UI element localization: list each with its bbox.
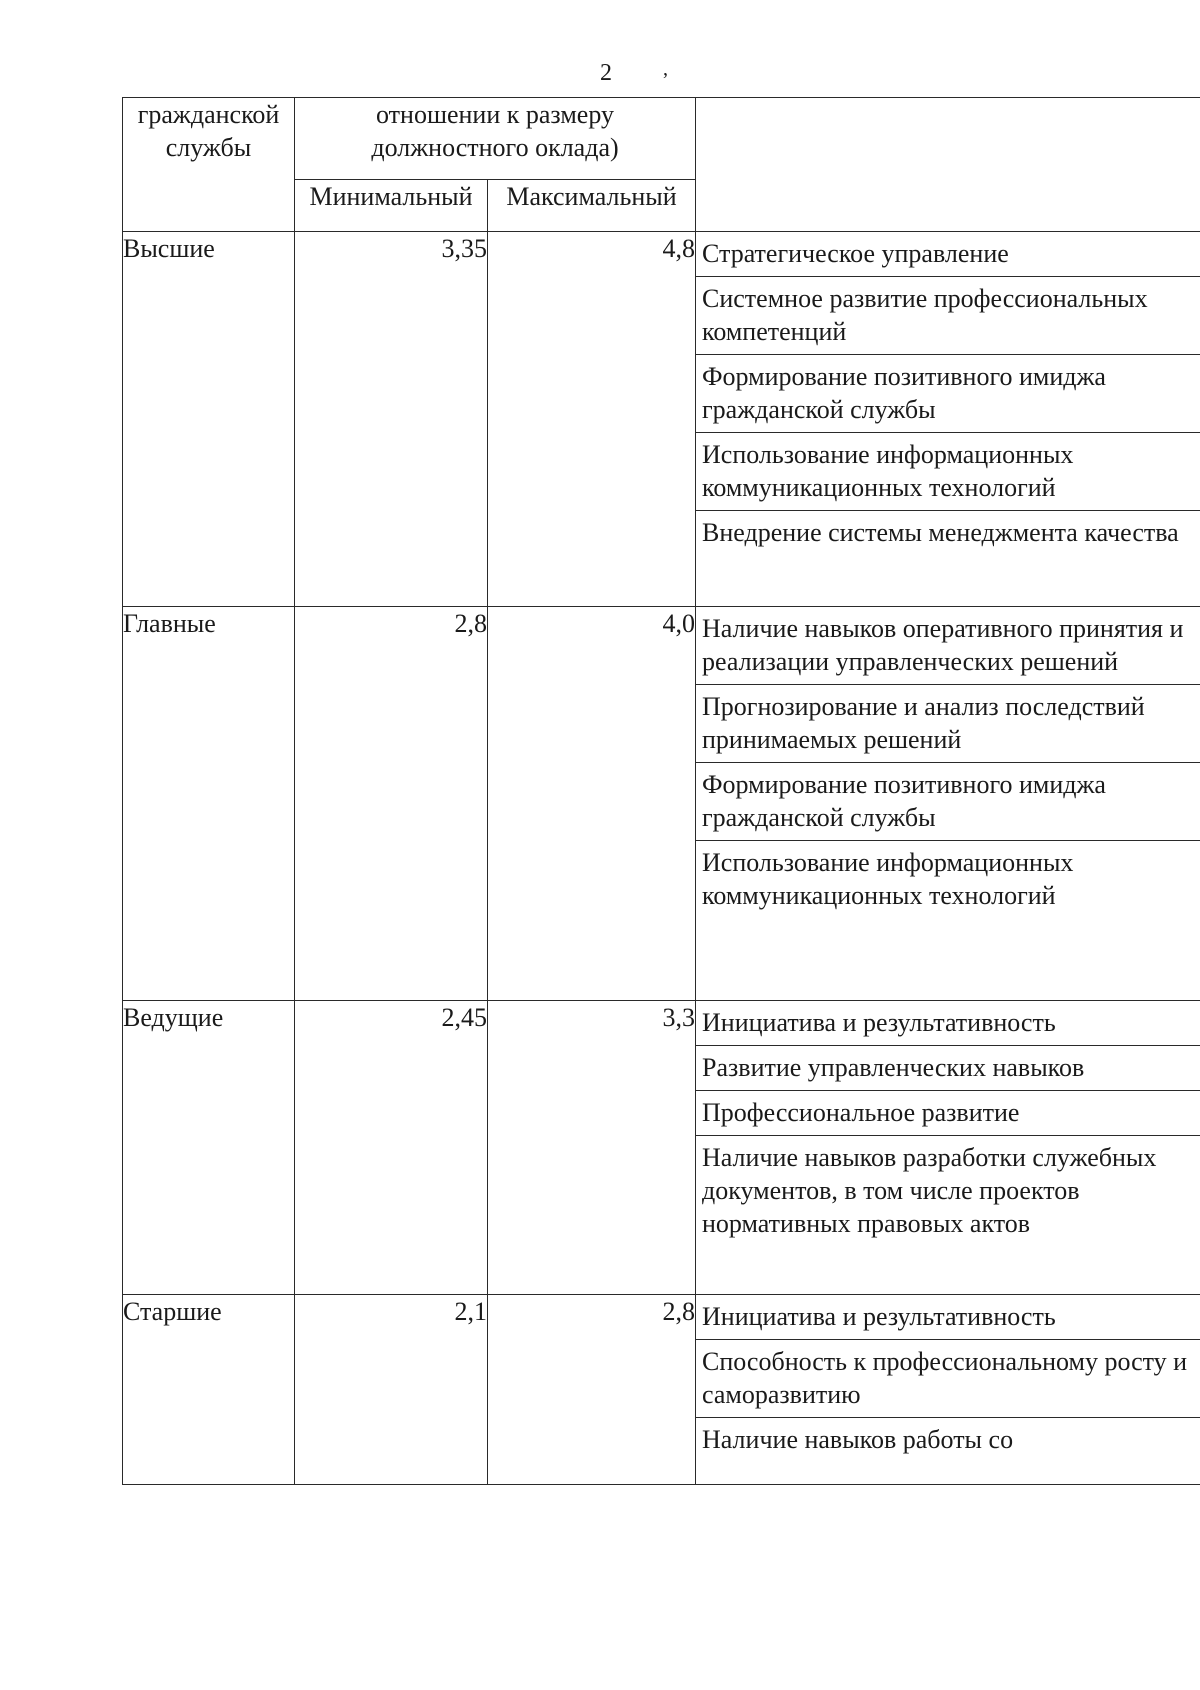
- indicator-item: Наличие навыков работы со: [696, 1417, 1200, 1462]
- indicator-item: Инициатива и результативность: [702, 1302, 1056, 1331]
- indicator-item: Формирование позитивного имиджа гражданской службы: [696, 354, 1200, 432]
- table-row: [123, 607, 1200, 1001]
- table-row: [123, 1001, 1200, 1295]
- row-max: 4,0: [488, 607, 696, 1001]
- row-min: 2,8: [295, 607, 488, 1001]
- row-max: 4,8: [488, 232, 696, 607]
- row-min: 3,35: [295, 232, 488, 607]
- indicator-item: Развитие управленческих навыков: [696, 1045, 1200, 1090]
- row-min: 2,45: [295, 1001, 488, 1295]
- indicator-item: Инициатива и результативность: [702, 1008, 1056, 1037]
- row-category: Ведущие: [123, 1001, 295, 1295]
- row-category: Старшие: [123, 1295, 295, 1485]
- header-min: Минимальный: [295, 180, 488, 232]
- indicator-item: Наличие навыков оперативного принятия и реализации управленческих решений: [702, 614, 1184, 676]
- header-range: отношении к размеру должностного оклада): [295, 98, 696, 180]
- indicator-item: Системное развитие профессиональных компетенций: [696, 276, 1200, 354]
- indicator-item: Использование информационных коммуникационных технологий: [696, 840, 1200, 918]
- indicator-item: Способность к профессиональному росту и саморазвитию: [696, 1339, 1200, 1417]
- indicator-item: Прогнозирование и анализ последствий принимаемых решений: [696, 684, 1200, 762]
- row-indicators: [696, 232, 1200, 607]
- qualification-table: [122, 97, 1200, 1485]
- table-row: [123, 232, 1200, 607]
- header-category: гражданской службы: [123, 98, 295, 232]
- scan-mark: ,: [663, 58, 668, 80]
- row-category: Высшие: [123, 232, 295, 607]
- indicator-item: Внедрение системы менеджмента качества: [696, 510, 1200, 555]
- indicator-item: Использование информационных коммуникационных технологий: [696, 432, 1200, 510]
- indicator-item: Формирование позитивного имиджа гражданской службы: [696, 762, 1200, 840]
- indicator-item: Наличие навыков разработки служебных документов, в том числе проектов нормативных правовых актов: [696, 1135, 1200, 1246]
- row-indicators: [696, 1001, 1200, 1295]
- row-min: 2,1: [295, 1295, 488, 1485]
- indicator-item: Стратегическое управление: [702, 239, 1009, 268]
- header-max: Максимальный: [488, 180, 696, 232]
- table-row: [123, 1295, 1200, 1485]
- page-number: 2: [600, 60, 612, 86]
- row-max: 3,3: [488, 1001, 696, 1295]
- row-indicators: [696, 607, 1200, 1001]
- row-category: Главные: [123, 607, 295, 1001]
- row-max: 2,8: [488, 1295, 696, 1485]
- indicator-item: Профессиональное развитие: [696, 1090, 1200, 1135]
- header-indicators: [696, 98, 1200, 232]
- row-indicators: [696, 1295, 1200, 1485]
